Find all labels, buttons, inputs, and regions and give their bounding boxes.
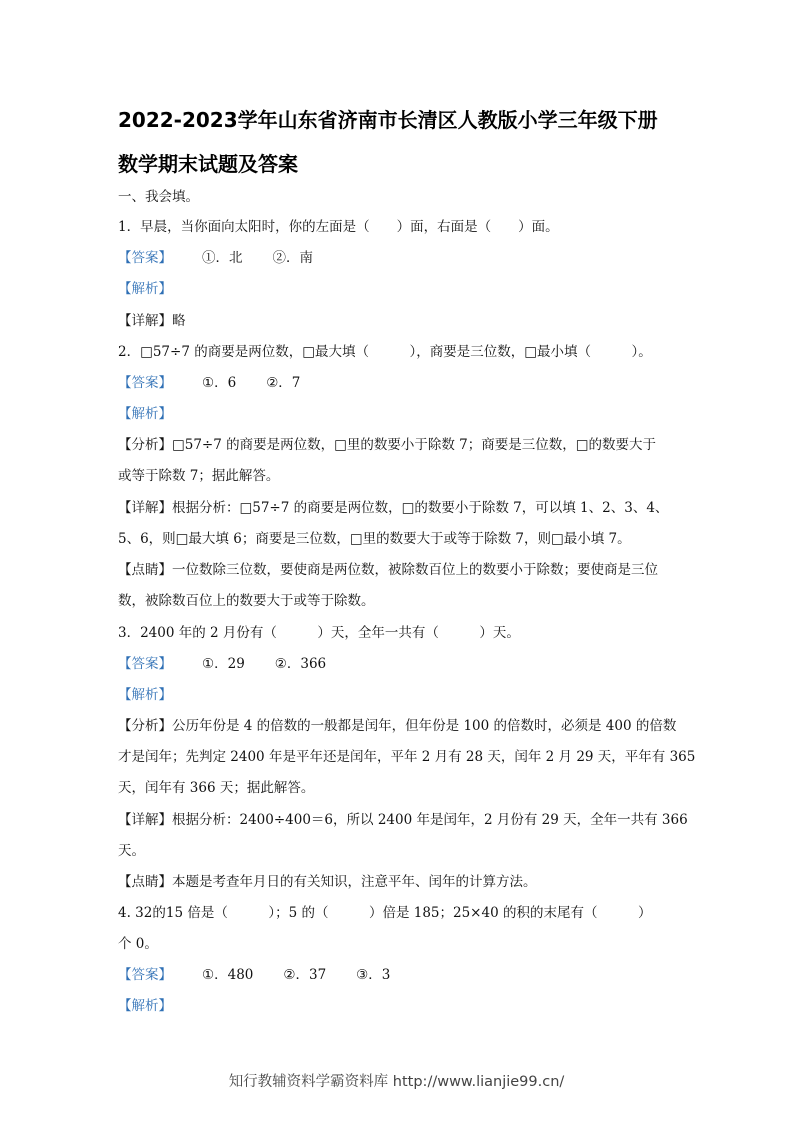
q2-dianjing-line-1: 【点睛】一位数除三位数，要使商是两位数，被除数百位上的数要小于除数；要使商是三位 — [118, 562, 658, 578]
q2-analysis-tag: 【解析】 — [118, 406, 172, 422]
q4-answer-3: ③．3 — [356, 967, 391, 983]
q3-fenxi-line-1: 【分析】公历年份是 4 的倍数的一般都是闰年，但年份是 100 的倍数时，必须是 400 的倍数 — [118, 718, 677, 734]
document-title-line-2: 数学期末试题及答案 — [118, 152, 298, 176]
dianjing-tag: 【点睛】 — [118, 562, 172, 578]
q2-dianjing-line-2: 数，被除数百位上的数要大于或等于除数。 — [118, 593, 375, 609]
question-3: 3．2400 年的 2 月份有（ ）天，全年一共有（ ）天。 — [118, 625, 520, 641]
fenxi-tag: 【分析】 — [118, 437, 172, 453]
dianjing-tag: 【点睛】 — [118, 874, 172, 890]
q3-analysis-tag: 【解析】 — [118, 687, 172, 703]
q3-fenxi-line-2: 才是闰年；先判定 2400 年是平年还是闰年，平年 2 月有 28 天，闰年 2 月 29 天，平年有 365 — [118, 749, 696, 765]
q3-detail-line-1: 【详解】根据分析：2400÷400＝6，所以 2400 年是闰年，2 月份有 29 天，全年一共有 366 — [118, 812, 688, 828]
answer-tag: 【答案】 — [118, 656, 172, 672]
answer-tag: 【答案】 — [118, 967, 172, 983]
document-title-line-1: 2022-2023学年山东省济南市长清区人教版小学三年级下册 — [118, 108, 658, 132]
question-4-line-2: 个 0。 — [118, 936, 158, 952]
q3-fenxi-line-3: 天，闰年有 366 天；据此解答。 — [118, 780, 315, 796]
q2-answer-1: ①．6 — [202, 375, 237, 391]
q2-fenxi-line-1: 【分析】□57÷7 的商要是两位数，□里的数要小于除数 7；商要是三位数，□的数要大于 — [118, 437, 657, 453]
q3-answer-1: ①．29 — [202, 656, 245, 672]
q2-answer-2: ②．7 — [266, 375, 301, 391]
q1-detail-text: 略 — [172, 313, 186, 329]
q1-answer-2: ②．南 — [272, 250, 313, 266]
detail-tag: 【详解】 — [118, 313, 172, 329]
q4-answer-2: ②．37 — [283, 967, 327, 983]
q2-answer-row — [118, 373, 300, 393]
q3-dianjing: 【点睛】本题是考查年月日的有关知识，注意平年、闰年的计算方法。 — [118, 874, 537, 890]
q1-analysis-tag: 【解析】 — [118, 281, 172, 297]
q2-detail-line-2: 5、6，则□最大填 6；商要是三位数，□里的数要大于或等于除数 7，则□最小填 7。 — [118, 531, 631, 547]
answer-tag: 【答案】 — [118, 375, 172, 391]
q2-fenxi-line-2: 或等于除数 7；据此解答。 — [118, 468, 280, 484]
q3-answer-row — [118, 654, 326, 674]
q1-detail — [118, 311, 186, 331]
question-4-line-1: 4. 32的15 倍是（ ）；5 的（ ）倍是 185；25×40 的积的末尾有（ ） — [118, 905, 652, 921]
section-heading: 一、我会填。 — [118, 189, 199, 205]
detail-tag: 【详解】 — [118, 500, 172, 516]
answer-tag: 【答案】 — [118, 250, 172, 266]
q4-answer-row — [118, 965, 390, 985]
footer-watermark: 知行教辅资料学霸资料库 http://www.lianjie99.cn/ — [228, 1074, 565, 1090]
q2-detail-line-1: 【详解】根据分析：□57÷7 的商要是两位数，□的数要小于除数 7，可以填 1、2、3、4、 — [118, 500, 669, 516]
question-1: 1．早晨，当你面向太阳时，你的左面是（ ）面，右面是（ ）面。 — [118, 219, 559, 235]
q3-detail-line-2: 天。 — [118, 843, 145, 859]
q4-answer-1: ①．480 — [202, 967, 254, 983]
q1-answer-1: ①．北 — [202, 250, 243, 266]
q4-analysis-tag: 【解析】 — [118, 998, 172, 1014]
question-2: 2．□57÷7 的商要是两位数，□最大填（ ），商要是三位数，□最小填（ ）。 — [118, 344, 652, 360]
q3-answer-2: ②．366 — [274, 656, 327, 672]
q1-answer-row — [118, 248, 313, 268]
detail-tag: 【详解】 — [118, 812, 172, 828]
fenxi-tag: 【分析】 — [118, 718, 172, 734]
